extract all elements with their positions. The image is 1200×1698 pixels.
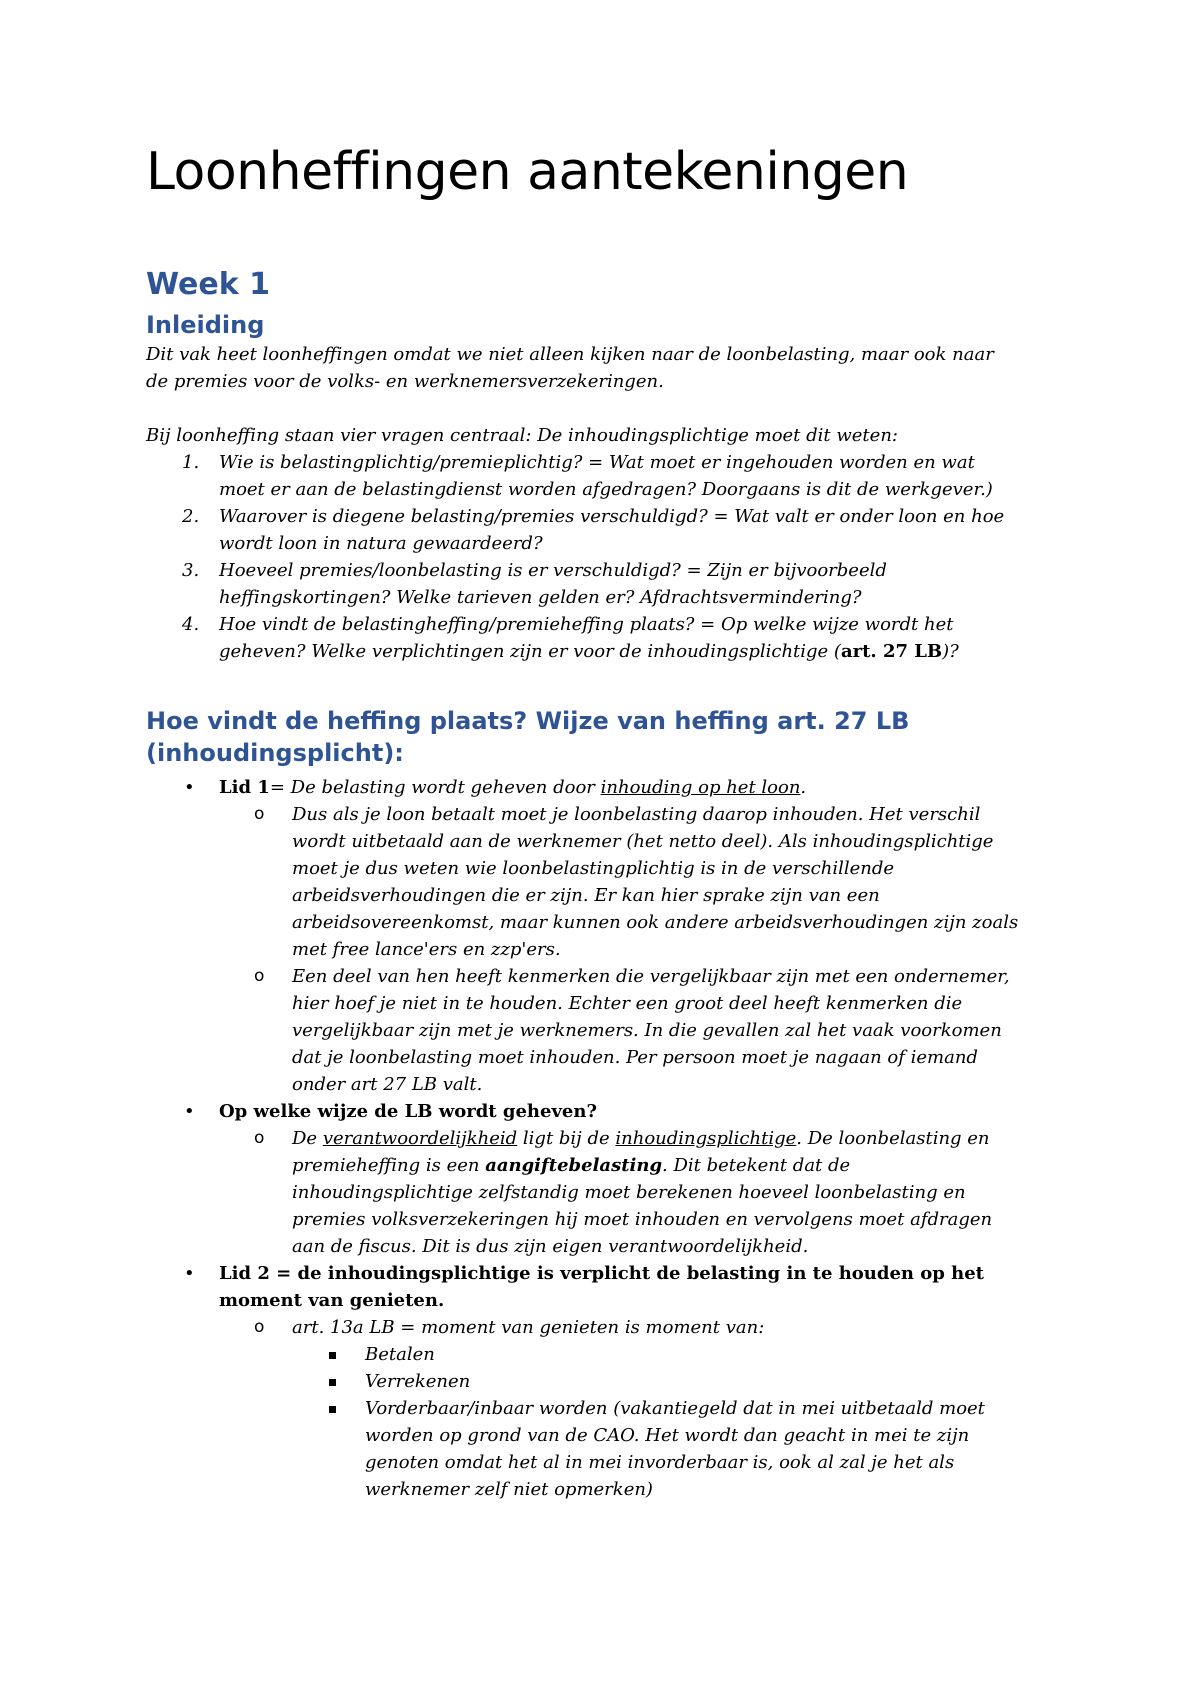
underlined-term: verantwoordelijkheid xyxy=(322,1128,518,1149)
list-item xyxy=(146,449,1066,503)
bold-heading: Lid 2 = de inhoudingsplichtige is verplicht de belasting in te houden op het xyxy=(219,1263,984,1284)
list-text: Vorderbaar/inbaar worden (vakantiegeld dat in mei uitbetaald moet xyxy=(365,1398,985,1419)
circle-bullet-icon: o xyxy=(254,1128,265,1148)
sub-list xyxy=(219,801,1066,1098)
sub-item xyxy=(219,1125,1066,1260)
list-text: ligt bij de xyxy=(517,1128,616,1149)
list-text: )? xyxy=(942,641,959,662)
list-text: wordt loon in natura gewaardeerd? xyxy=(219,533,543,554)
list-text: Waarover is diegene belasting/premies verschuldigd? = Wat valt er onder loon en hoe xyxy=(219,506,1005,527)
list-text: heffingskortingen? Welke tarieven gelden er? Afdrachtsvermindering? xyxy=(219,587,862,608)
document-title: Loonheffingen aantekeningen xyxy=(146,142,909,202)
underlined-term: inhoudingsplichtige xyxy=(615,1128,797,1149)
sub-sub-list xyxy=(292,1341,1066,1503)
list-text: arbeidsovereenkomst, maar kunnen ook andere arbeidsverhoudingen zijn zoals xyxy=(292,912,1019,933)
list-text: premies volksverzekeringen hij moet inhouden en vervolgens moet afdragen xyxy=(292,1209,993,1230)
circle-bullet-icon: o xyxy=(254,1317,265,1337)
list-text: moet je dus weten wie loonbelastingplichtig is in de verschillende xyxy=(292,858,895,879)
article-reference: art. 27 LB xyxy=(840,641,943,662)
list-text: Hoeveel premies/loonbelasting is er verschuldigd? = Zijn er bijvoorbeeld xyxy=(219,560,887,581)
list-text: Een deel van hen heeft kenmerken die vergelijkbaar zijn met een ondernemer, xyxy=(292,966,1010,987)
list-text: . xyxy=(800,777,807,798)
underlined-term: inhouding op het loon xyxy=(600,777,801,798)
bullet-icon: • xyxy=(184,1263,195,1284)
square-bullet-icon xyxy=(329,1352,336,1359)
sub-list xyxy=(219,1314,1066,1503)
list-text: art. 13a LB = moment van genieten is moment van: xyxy=(292,1317,765,1338)
list-number: 1. xyxy=(182,452,200,473)
sub-sub-item xyxy=(292,1395,1066,1503)
heading-line: Hoe vindt de heffing plaats? Wijze van heffing art. 27 LB xyxy=(146,707,910,735)
questions-list xyxy=(146,449,1066,665)
heading-week: Week 1 xyxy=(146,267,270,302)
list-text: inhoudingsplichtige zelfstandig moet berekenen hoeveel loonbelasting en xyxy=(292,1182,966,1203)
list-text: Hoe vindt de belastingheffing/premieheffing plaats? = Op welke wijze wordt het xyxy=(219,614,954,635)
list-text: moet er aan de belastingdienst worden afgedragen? Doorgaans is dit de werkgever.) xyxy=(219,479,993,500)
list-number: 4. xyxy=(182,614,200,635)
sub-item xyxy=(219,801,1066,963)
list-text: De xyxy=(292,1128,323,1149)
list-text: hier hoef je niet in te houden. Echter een groot deel heeft kenmerken die xyxy=(292,993,963,1014)
document-page xyxy=(146,140,1066,1500)
heading-line: (inhoudingsplicht): xyxy=(146,739,404,767)
bold-term: aangiftebelasting xyxy=(485,1155,663,1176)
list-text: vergelijkbaar zijn met je werknemers. In die gevallen zal het vaak voorkomen xyxy=(292,1020,1002,1041)
intro-paragraph xyxy=(146,341,1066,395)
list-text: = De belasting wordt geheven door xyxy=(269,777,601,798)
sub-item xyxy=(219,1314,1066,1503)
list-text: met free lance'ers en zzp'ers. xyxy=(292,939,561,960)
bullet-icon: • xyxy=(184,1101,195,1122)
sub-list xyxy=(219,1125,1066,1260)
intro-line: de premies voor de volks- en werknemersverzekeringen. xyxy=(146,371,664,392)
bold-heading: moment van genieten. xyxy=(219,1290,445,1311)
list-item xyxy=(146,557,1066,611)
list-text: geheven? Welke verplichtingen zijn er voor de inhoudingsplichtige ( xyxy=(219,641,841,662)
list-text: arbeidsverhoudingen die er zijn. Er kan hier sprake zijn van een xyxy=(292,885,880,906)
bullet-icon: • xyxy=(184,777,195,798)
list-item-wijze xyxy=(146,1098,1066,1260)
list-item xyxy=(146,611,1066,665)
list-item-lid2 xyxy=(146,1260,1066,1503)
sub-sub-item xyxy=(292,1368,1066,1395)
intro-line: Dit vak heet loonheffingen omdat we niet alleen kijken naar de loonbelasting, maar ook naar xyxy=(146,344,994,365)
sub-sub-item xyxy=(292,1341,1066,1368)
questions-intro: Bij loonheffing staan vier vragen centraal: De inhoudingsplichtige moet dit weten: xyxy=(146,425,898,446)
list-text: werknemer zelf niet opmerken) xyxy=(365,1479,653,1500)
square-bullet-icon xyxy=(329,1379,336,1386)
list-text: premieheffing is een xyxy=(292,1155,486,1176)
list-text: onder art 27 LB valt. xyxy=(292,1074,483,1095)
list-text: genoten omdat het al in mei invorderbaar is, ook al zal je het als xyxy=(365,1452,955,1473)
list-text: Verrekenen xyxy=(365,1371,471,1392)
heading-inleiding: Inleiding xyxy=(146,311,265,339)
sub-item xyxy=(219,963,1066,1098)
heading-heffing xyxy=(146,705,1066,769)
list-text: Wie is belastingplichtig/premieplichtig? = Wat moet er ingehouden worden en wat xyxy=(219,452,975,473)
list-text: aan de fiscus. Dit is dus zijn eigen verantwoordelijkheid. xyxy=(292,1236,809,1257)
list-text: wordt uitbetaald aan de werknemer (het netto deel). Als inhoudingsplichtige xyxy=(292,831,994,852)
list-number: 2. xyxy=(182,506,200,527)
list-item-lid1 xyxy=(146,774,1066,1098)
list-text: dat je loonbelasting moet inhouden. Per persoon moet je nagaan of iemand xyxy=(292,1047,978,1068)
bold-heading: Op welke wijze de LB wordt geheven? xyxy=(219,1101,598,1122)
list-item xyxy=(146,503,1066,557)
square-bullet-icon xyxy=(329,1406,336,1413)
lid-label: Lid 1 xyxy=(219,777,270,798)
list-text: Dus als je loon betaalt moet je loonbelasting daarop inhouden. Het verschil xyxy=(292,804,981,825)
list-number: 3. xyxy=(182,560,200,581)
list-text: Betalen xyxy=(365,1344,435,1365)
list-text: worden op grond van de CAO. Het wordt dan geacht in mei te zijn xyxy=(365,1425,970,1446)
list-text: . De loonbelasting en xyxy=(796,1128,990,1149)
circle-bullet-icon: o xyxy=(254,966,265,986)
circle-bullet-icon: o xyxy=(254,804,265,824)
heffing-list xyxy=(146,774,1066,1503)
list-text: . Dit betekent dat de xyxy=(662,1155,851,1176)
